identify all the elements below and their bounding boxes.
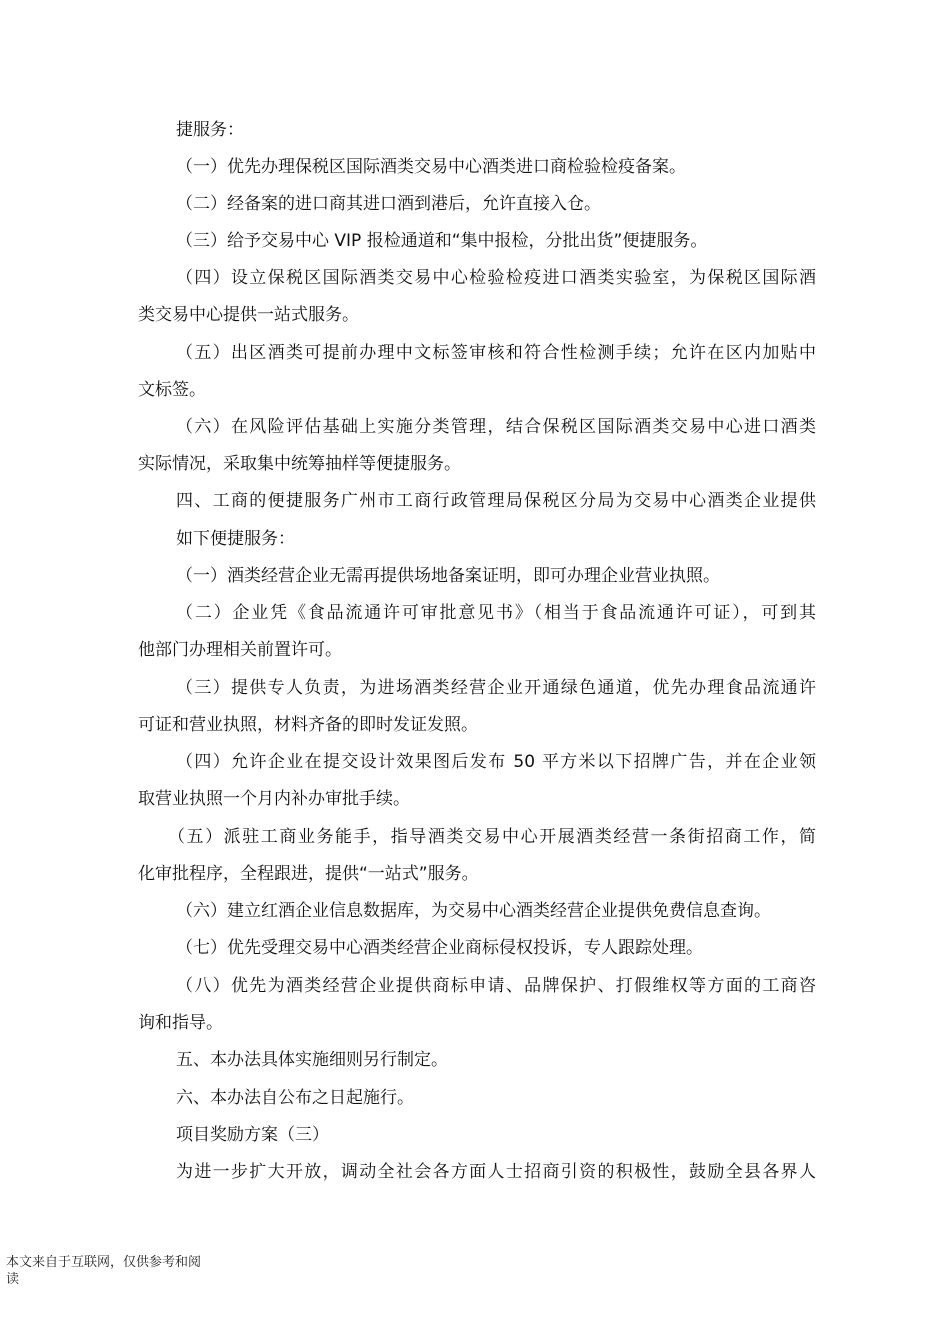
text-line: （一）酒类经营企业无需再提供场地备案证明，即可办理企业营业执照。	[176, 566, 720, 586]
text-line: （二）经备案的进口商其进口酒到港后，允许直接入仓。	[176, 194, 601, 214]
text-line: （七）优先受理交易中心酒类经营企业商标侵权投诉，专人跟踪处理。	[176, 938, 703, 958]
text-line: 六、本办法自公布之日起施行。	[176, 1088, 414, 1108]
text-line: 取营业执照一个月内补办审批手续。	[138, 789, 410, 809]
text-line: （六）在风险评估基础上实施分类管理，结合保税区国际酒类交易中心进口酒类	[176, 417, 816, 437]
text-line: （一）优先办理保税区国际酒类交易中心酒类进口商检验检疫备案。	[176, 157, 686, 177]
text-line: 文标签。	[138, 380, 206, 400]
text-line: 如下便捷服务：	[176, 529, 295, 549]
text-line: （三）提供专人负责，为进场酒类经营企业开通绿色通道，优先办理食品流通许	[176, 678, 816, 698]
footer-line: 本文来自于互联网，仅供参考和阅	[6, 1255, 202, 1270]
text-line: （四）允许企业在提交设计效果图后发布 50 平方米以下招牌广告，并在企业领	[176, 752, 816, 772]
text-line: 询和指导。	[138, 1013, 223, 1033]
text-line: 可证和营业执照，材料齐备的即时发证发照。	[138, 715, 478, 735]
text-line: （五）出区酒类可提前办理中文标签审核和符合性检测手续；允许在区内加贴中	[176, 343, 816, 363]
text-line: 化审批程序，全程跟进，提供“一站式”服务。	[138, 864, 479, 884]
text-line: 类交易中心提供一站式服务。	[138, 305, 359, 325]
text-line: （四）设立保税区国际酒类交易中心检验检疫进口酒类实验室，为保税区国际酒	[176, 268, 816, 288]
text-line: （五）派驻工商业务能手，指导酒类交易中心开展酒类经营一条街招商工作，简	[168, 827, 816, 847]
footer-note	[6, 1254, 236, 1288]
text-line: （三）给予交易中心 VIP 报检通道和“集中报检，分批出货”便捷服务。	[176, 231, 708, 251]
text-line: 捷服务：	[176, 120, 244, 140]
text-line: 为进一步扩大开放，调动全社会各方面人士招商引资的积极性，鼓励全县各界人	[176, 1162, 816, 1182]
text-line: 四、工商的便捷服务广州市工商行政管理局保税区分局为交易中心酒类企业提供	[176, 491, 816, 511]
text-line: （八）优先为酒类经营企业提供商标申请、品牌保护、打假维权等方面的工商咨	[176, 976, 816, 996]
text-line: 五、本办法具体实施细则另行制定。	[176, 1050, 448, 1070]
footer-line: 读	[6, 1272, 20, 1287]
text-line: 实际情况，采取集中统筹抽样等便捷服务。	[138, 454, 461, 474]
text-line: 项目奖励方案（三）	[176, 1125, 329, 1145]
text-line: 他部门办理相关前置许可。	[138, 640, 342, 660]
text-line: （二）企业凭《食品流通许可审批意见书》（相当于食品流通许可证），可到其	[176, 603, 816, 623]
text-line: （六）建立红酒企业信息数据库，为交易中心酒类经营企业提供免费信息查询。	[176, 901, 771, 921]
